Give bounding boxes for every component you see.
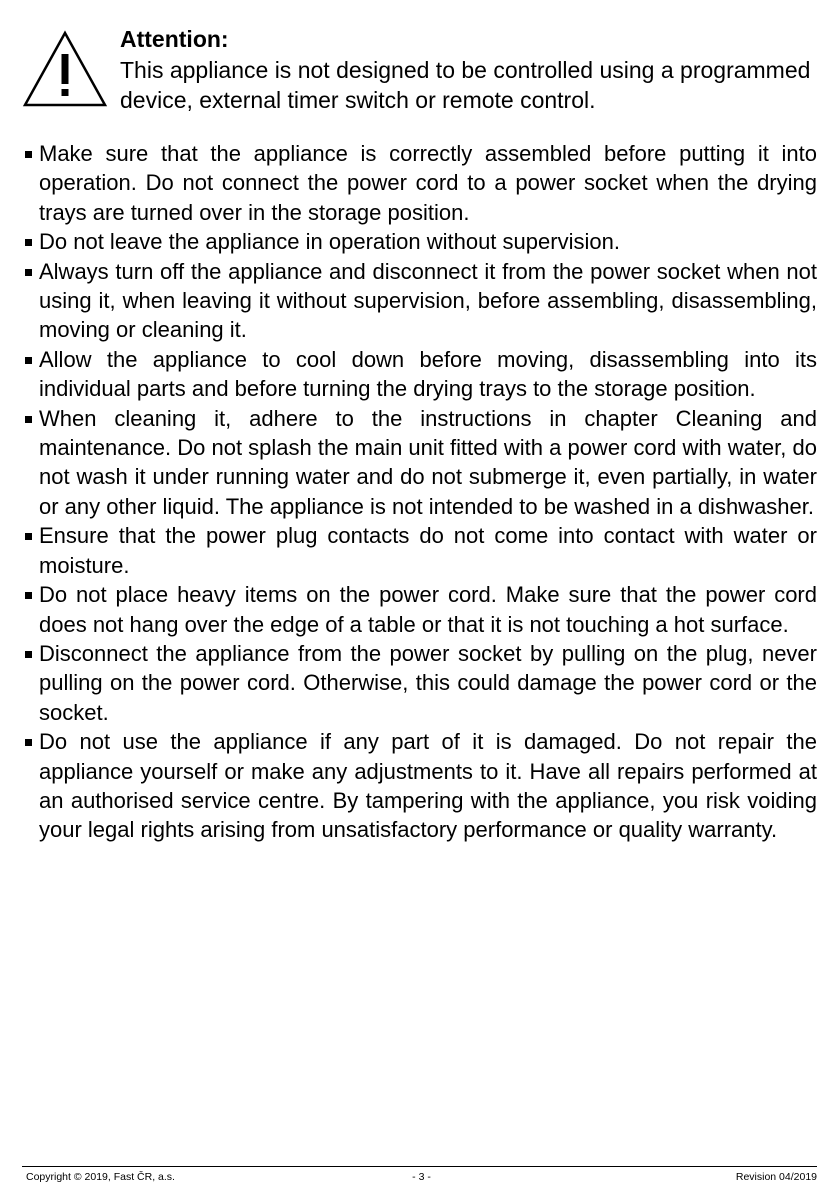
attention-notice bbox=[22, 24, 822, 120]
list-item-text: Do not leave the appliance in operation without supervision. bbox=[39, 229, 620, 255]
footer-revision: Revision 04/2019 bbox=[735, 1171, 817, 1183]
footer-divider bbox=[22, 1166, 817, 1167]
list-item bbox=[22, 345, 817, 404]
list-item bbox=[22, 580, 817, 639]
attention-body: This appliance is not designed to be controlled using a programmed device, external timer switch or remote control. bbox=[120, 57, 811, 113]
bullet-square-icon bbox=[25, 269, 32, 276]
warning-triangle-icon bbox=[22, 30, 108, 108]
bullet-square-icon bbox=[25, 533, 32, 540]
list-item-text: Always turn off the appliance and disconnect it from the power socket when not using it, when leaving it without supervision, before assembling, disassembling, moving or cleaning it. bbox=[39, 258, 817, 343]
bullet-square-icon bbox=[25, 357, 32, 364]
bullet-square-icon bbox=[25, 592, 32, 599]
list-item bbox=[22, 227, 817, 256]
list-item bbox=[22, 404, 817, 522]
bullet-square-icon bbox=[25, 151, 32, 158]
list-item bbox=[22, 139, 817, 227]
attention-heading: Attention: bbox=[120, 26, 229, 52]
list-item bbox=[22, 257, 817, 345]
list-item-text: Disconnect the appliance from the power socket by pulling on the plug, never pulling on the power cord. Otherwise, this could damage the power cord or the socket. bbox=[39, 640, 817, 725]
list-item bbox=[22, 727, 817, 845]
list-item-text: Do not use the appliance if any part of it is damaged. Do not repair the appliance yourself or make any adjustments to it. Have all repairs performed at an authorised service centre. By tampering with the appliance, you risk voiding your legal rights arising from unsatisfactory performance or quality warranty. bbox=[39, 729, 817, 843]
bullet-square-icon bbox=[25, 416, 32, 423]
footer-copyright: Copyright © 2019, Fast ČR, a.s. bbox=[26, 1171, 175, 1183]
list-item bbox=[22, 521, 817, 580]
attention-text bbox=[120, 24, 820, 115]
safety-instructions-list bbox=[22, 139, 817, 845]
list-item bbox=[22, 639, 817, 727]
bullet-square-icon bbox=[25, 239, 32, 246]
footer-page-number: - 3 - bbox=[412, 1171, 431, 1183]
list-item-text: Ensure that the power plug contacts do not come into contact with water or moisture. bbox=[39, 523, 817, 578]
list-item-text: Do not place heavy items on the power cord. Make sure that the power cord does not hang over the edge of a table or that it is not touching a hot surface. bbox=[39, 582, 817, 637]
bullet-square-icon bbox=[25, 651, 32, 658]
bullet-square-icon bbox=[25, 739, 32, 746]
list-item-text: When cleaning it, adhere to the instructions in chapter Cleaning and maintenance. Do not splash the main unit fitted with a power cord with water, do not wash it under running water and do not submerge it, even partially, in water or any other liquid. The appliance is not intended to be washed in a dishwasher. bbox=[39, 405, 817, 519]
list-item-text: Make sure that the appliance is correctly assembled before putting it into operation. Do not connect the power cord to a power socket when the drying trays are turned over in the storage position. bbox=[39, 141, 817, 225]
page-footer bbox=[26, 1169, 817, 1185]
list-item-text: Allow the appliance to cool down before moving, disassembling into its individual parts and before turning the drying trays to the storage position. bbox=[39, 346, 817, 402]
